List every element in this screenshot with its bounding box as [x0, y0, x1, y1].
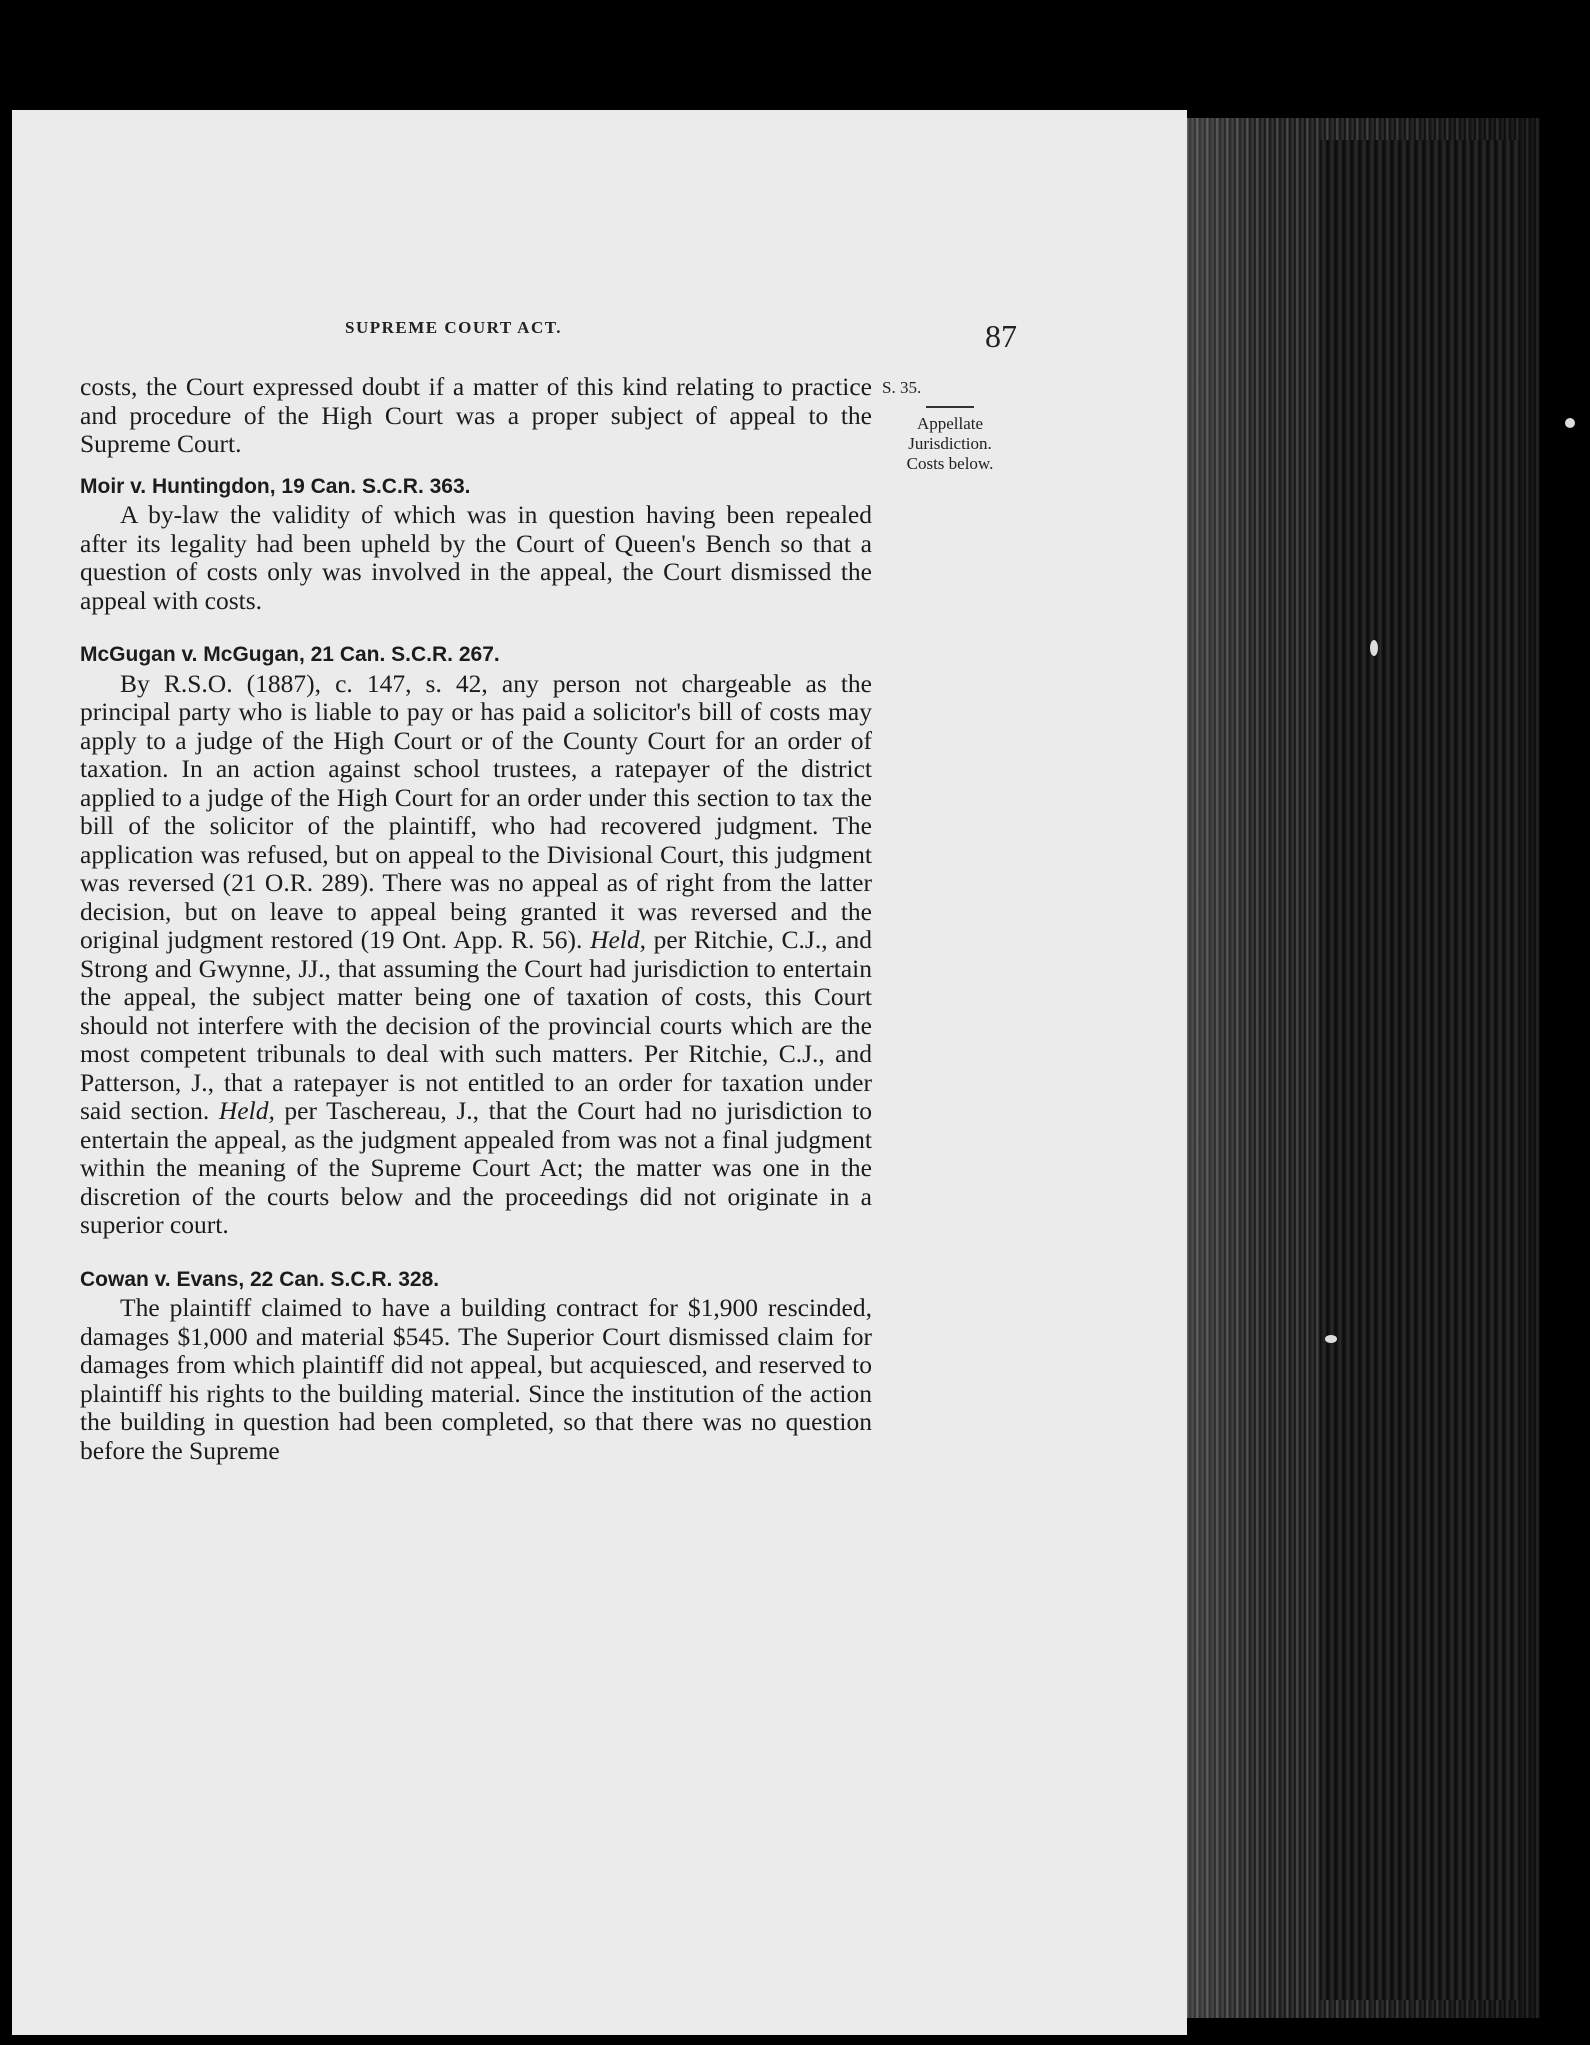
margin-note-line: Jurisdiction. [908, 434, 992, 453]
scan-speck [1565, 418, 1575, 428]
case-title-moir: Moir v. Huntingdon, 19 Can. S.C.R. 363. [80, 474, 471, 498]
case-paragraph-cowan: The plaintiff claimed to have a building contract for $1,900 rescinded, damages $1,000 and material $545. The Superior Court dismissed claim for damages from which plaintiff did not appeal, but acquiesced, and reserved to plaintiff his rights to the building material. Since the institution of the action the building in question had been completed, so that there was no question before the Supreme [80, 1293, 872, 1465]
scan-speck [1325, 1335, 1337, 1343]
case-title-cowan: Cowan v. Evans, 22 Can. S.C.R. 328. [80, 1267, 440, 1291]
margin-notes [880, 378, 1020, 474]
book-page-edges [1320, 140, 1520, 2000]
body-text [80, 373, 872, 1465]
margin-section-ref: S. 35. [882, 378, 922, 397]
scan-speck [1370, 640, 1378, 656]
text-span: per Ritchie, C.J., and Strong and Gwynne, JJ., that assuming the Court had jurisdiction to entertain the appeal, the subject matter being one of taxation of costs, this Court should not interfere with the decision of the provincial courts which are the most competent tribunals to deal with such matters. Per Ritchie, C.J., and Patterson, J., that a ratepayer is not entitled to an order for taxation under said section. [80, 925, 873, 1125]
page-number: 87 [985, 318, 1017, 354]
margin-rule [926, 406, 974, 408]
held-italic: Held, [218, 1096, 275, 1125]
running-header: SUPREME COURT ACT. [345, 318, 563, 337]
case-title-mcgugan: McGugan v. McGugan, 21 Can. S.C.R. 267. [80, 643, 500, 666]
case-paragraph-moir: A by-law the validity of which was in question having been repealed after its legality had been upheld by the Court of Queen's Bench so that a question of costs only was involved in the appeal, the Court dismissed the appeal with costs. [80, 500, 872, 615]
text-span: By R.S.O. (1887), c. 147, s. 42, any person not chargeable as the principal party who is liable to pay or has paid a solicitor's bill of costs may apply to a judge of the High Court or of the County Court for an order of taxation. In an action against school trustees, a ratepayer of the district applied to a judge of the High Court for an order under this section to tax the bill of the solicitor of the plaintiff, who had recovered judgment. The application was refused, but on appeal to the Divisional Court, this judgment was reversed (21 O.R. 289). There was no appeal as of right from the latter decision, but on leave to appeal being granted it was reversed and the original judgment restored (19 Ont. App. R. 56). [80, 668, 872, 954]
text-span: per Taschereau, J., that the Court had no jurisdiction to entertain the appeal, as the judgment appealed from was not a final judgment within the meaning of the Supreme Court Act; the matter was one in the discretion of the courts below and the proceedings did not originate in a superior court. [80, 1096, 872, 1239]
margin-note-line: Appellate [916, 414, 984, 433]
held-italic: Held, [590, 925, 647, 954]
case-paragraph-mcgugan [80, 670, 872, 1240]
intro-paragraph: costs, the Court expressed doubt if a matter of this kind relating to practice and procedure of the High Court was a proper subject of appeal to the Supreme Court. [80, 372, 872, 458]
margin-note-line: Costs below. [906, 454, 994, 473]
